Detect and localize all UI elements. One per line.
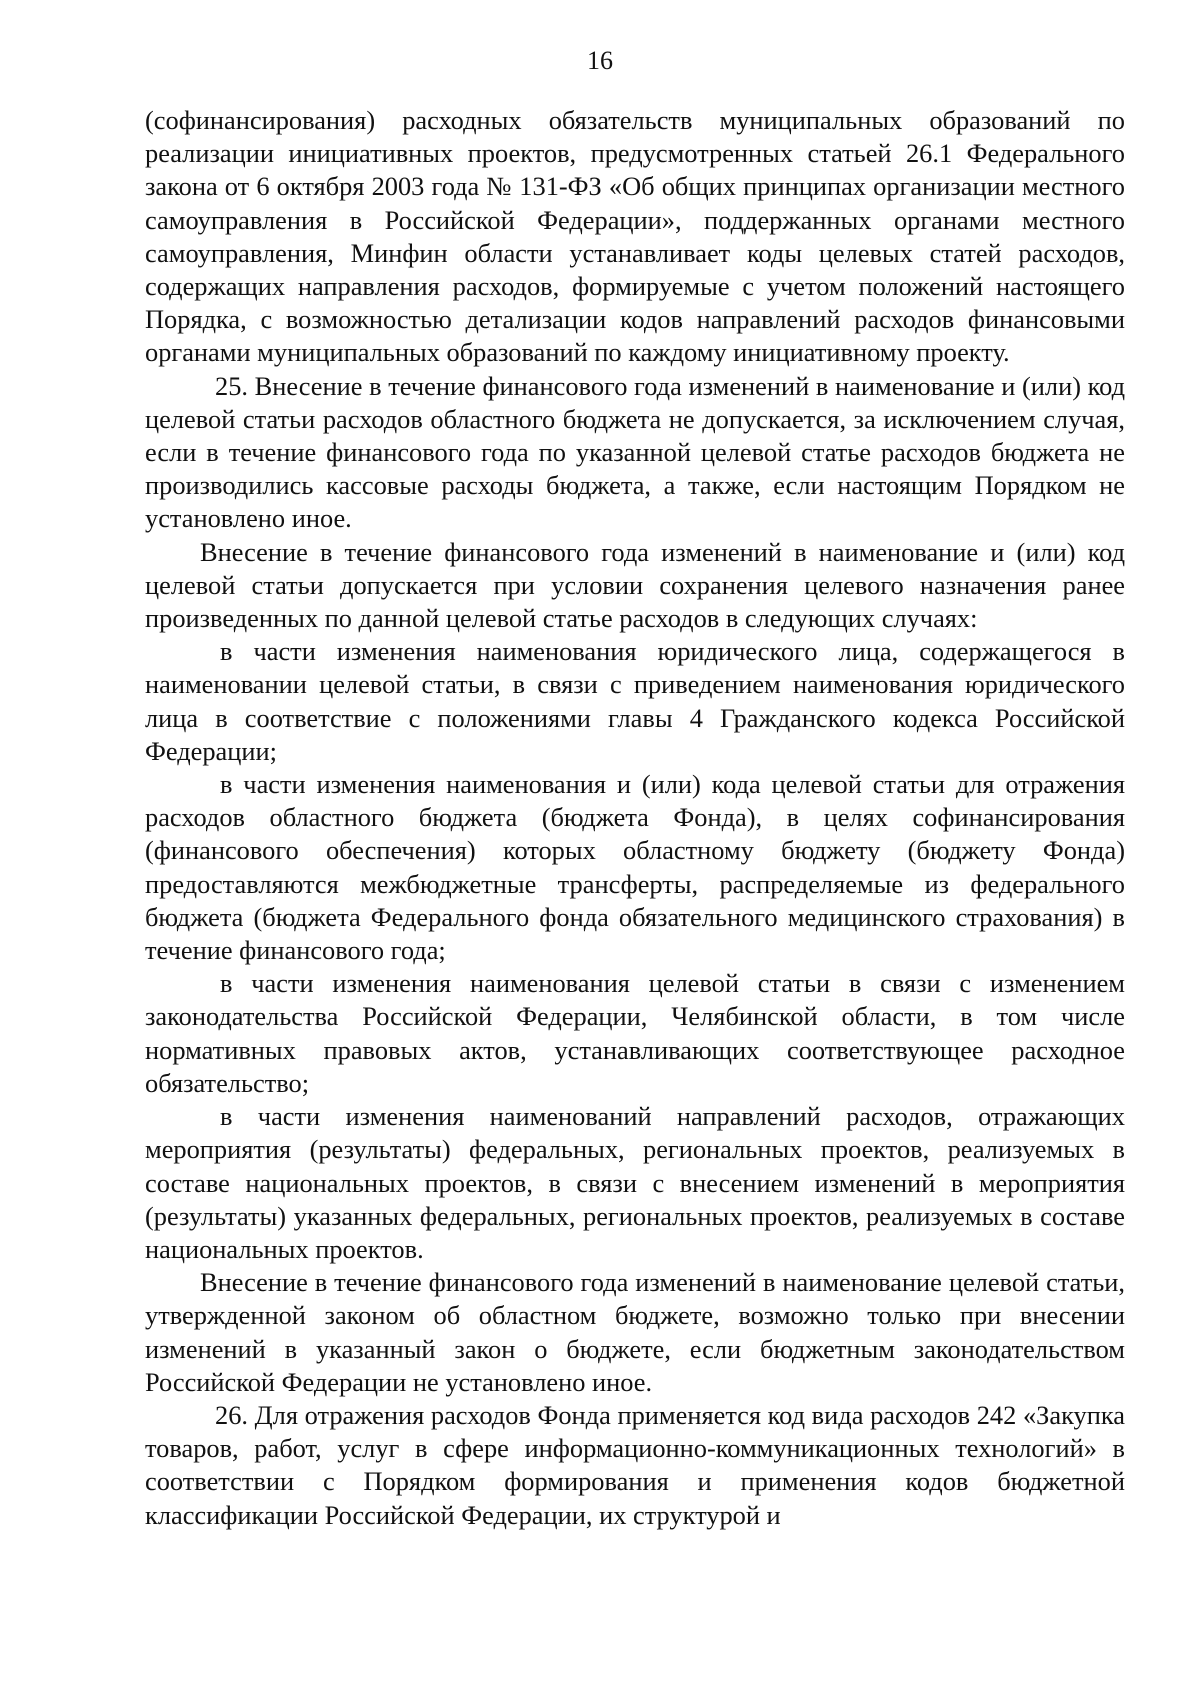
paragraph-item-26: 26. Для отражения расходов Фонда применяется код вида расходов 242 «Закупка товаров, работ, услуг в сфере информационно-коммуникационных технологий» в соответствии с Порядком формирования и применения кодов бюджетной классификации Российской Федерации, их структурой и: [145, 1399, 1125, 1530]
paragraph-item-25: 25. Внесение в течение финансового года изменений в наименование и (или) код целевой статьи расходов областного бюджета не допускается, за исключением случая, если в течение финансового года по указанной целевой статье расходов бюджета не производились кассовые расходы бюджета, а также, если настоящим Порядком не установлено иное.: [145, 370, 1125, 534]
page-number: 16: [587, 46, 613, 75]
paragraph-case-legislation: в части изменения наименования целевой статьи в связи с изменением законодательства Российской Федерации, Челябинской области, в том числе нормативных правовых актов, устанавливающих соответствующее расходное обязательство;: [145, 968, 1125, 1098]
paragraph-changes-allowed: Внесение в течение финансового года изменений в наименование и (или) код целевой статьи допускается при условии сохранения целевого назначения ранее произведенных по данной целевой статье расходов в следующих случаях:: [145, 536, 1125, 634]
paragraph-case-national-projects: в части изменения наименований направлений расходов, отражающих мероприятия (результаты) федеральных, региональных проектов, реализуемых в составе национальных проектов, в связи с внесением изменений в мероприятия (результаты) указанных федеральных, региональных проектов, реализуемых в составе национальных проектов.: [145, 1101, 1125, 1264]
paragraph-case-legal-entity: в части изменения наименования юридического лица, содержащегося в наименовании целевой статьи, в связи с приведением наименования юридического лица в соответствие с положениями главы 4 Гражданского кодекса Российской Федерации;: [145, 636, 1125, 766]
paragraph-case-transfers: в части изменения наименования и (или) кода целевой статьи для отражения расходов областного бюджета (бюджета Фонда), в целях софинансирования (финансового обеспечения) которых областному бюджету (бюджету Фонда) предоставляются межбюджетные трансферты, распределяемые из федерального бюджета (бюджета Федерального фонда обязательного медицинского страхования) в течение финансового года;: [145, 769, 1125, 966]
paragraph-law-amendments: Внесение в течение финансового года изменений в наименование целевой статьи, утвержденной законом об областном бюджете, возможно только при внесении изменений в указанный закон о бюджете, если бюджетным законодательством Российской Федерации не установлено иное.: [145, 1267, 1125, 1397]
document-body: [145, 104, 1125, 1532]
paragraph-continuation: (софинансирования) расходных обязательств муниципальных образований по реализации инициативных проектов, предусмотренных статьей 26.1 Федерального закона от 6 октября 2003 года № 131-ФЗ «Об общих принципах организации местного самоуправления в Российской Федерации», поддержанных органами местного самоуправления, Минфин области устанавливает коды целевых статей расходов, содержащих направления расходов, формируемые с учетом положений настоящего Порядка, с возможностью детализации кодов направлений расходов финансовыми органами муниципальных образований по каждому инициативному проекту.: [145, 105, 1125, 368]
